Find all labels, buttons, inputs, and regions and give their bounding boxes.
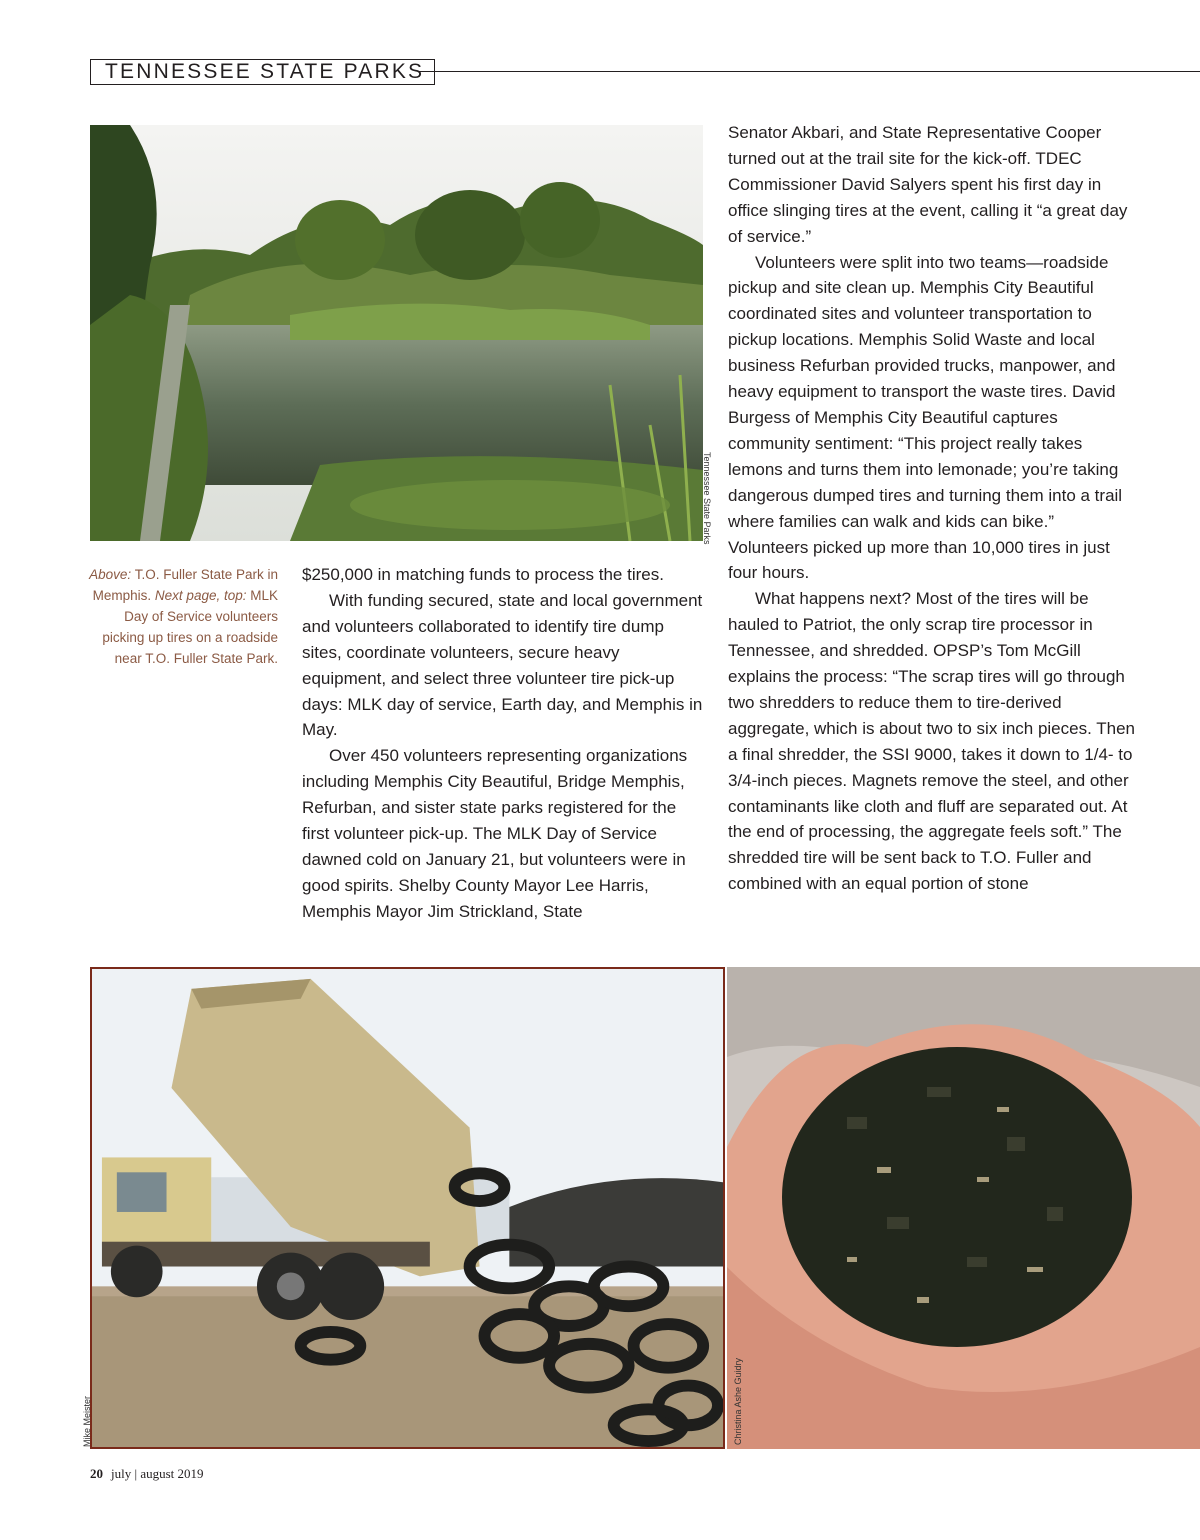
caption-next-label: Next page, top: (151, 588, 247, 603)
paragraph: With funding secured, state and local government and volunteers collaborated to identify tire dump sites, coordinate volunteers, secure heavy equipment, and select three volunteer tire pick-up days: MLK day of service, Earth day, and Memphis in May. (302, 590, 703, 740)
paragraph: Senator Akbari, and State Representative Cooper turned out at the trail site for the kick-off. TDEC Commissioner David Salyers spent his first day in office slinging tires at the event, calling it “a great day of service.” (728, 123, 1128, 246)
caption-above-label: Above: (89, 567, 132, 582)
article-column-middle (302, 562, 708, 925)
article-column-right (728, 120, 1138, 897)
paragraph: Volunteers were split into two teams—roadside pickup and site clean up. Memphis City Beautiful coordinated sites and volunteer transportation to pickup locations. Memphis Solid Waste and local business Refurban provided trucks, manpower, and heavy equipment to transport the waste tires. David Burgess of Memphis City Beautiful captures community sentiment: “This project really takes lemons and turns them into lemonade; you’re taking dangerous dumped tires and turning them into a trail where families can walk and kids can bike.” Volunteers picked up more than 10,000 tires in just four hours. (728, 252, 1123, 583)
paragraph: $250,000 in matching funds to process the tires. (302, 565, 664, 584)
section-label: TENNESSEE STATE PARKS (90, 59, 435, 85)
page-number: 20 (90, 1466, 103, 1481)
caption-next-text: MLK Day of Service volunteers picking up tires on a roadside near T.O. Fuller State Park. (102, 588, 278, 666)
dump-truck-photo (90, 967, 725, 1449)
pond-photo-credit: Tennessee State Parks (702, 452, 712, 545)
issue-date: july | august 2019 (111, 1466, 204, 1481)
paragraph: What happens next? Most of the tires will be hauled to Patriot, the only scrap tire processor in Tennessee, and shredded. OPSP’s Tom McGill explains the process: “The scrap tires will go through two shredders to reduce them to tire-derived aggregate, which is about two to six inch pieces. Then a final shredder, the SSI 9000, takes it down to 1/4- to 3/4-inch pieces. Magnets remove the steel, and other contaminants like cloth and fluff are separated out. At the end of processing, the aggregate feels soft.” The shredded tire will be sent back to T.O. Fuller and combined with an equal portion of stone (728, 589, 1135, 894)
truck-photo-credit: Mike Meister (82, 1395, 92, 1447)
photo-caption (82, 564, 278, 669)
hands-photo-credit: Christina Ashe Guidry (733, 1357, 743, 1445)
caption-above-text: T.O. Fuller State Park in Memphis. (92, 567, 278, 603)
page-footer (90, 1466, 204, 1482)
header-rule (418, 71, 1200, 72)
pond-photo (90, 125, 703, 541)
paragraph: Over 450 volunteers representing organizations including Memphis City Beautiful, Bridge Memphis, Refurban, and sister state parks registered for the first volunteer pick-up. The MLK Day of Service dawned cold on January 21, but volunteers were in good spirits. Shelby County Mayor Lee Harris, Memphis Mayor Jim Strickland, State (302, 746, 688, 921)
shredded-tire-photo (727, 967, 1200, 1449)
